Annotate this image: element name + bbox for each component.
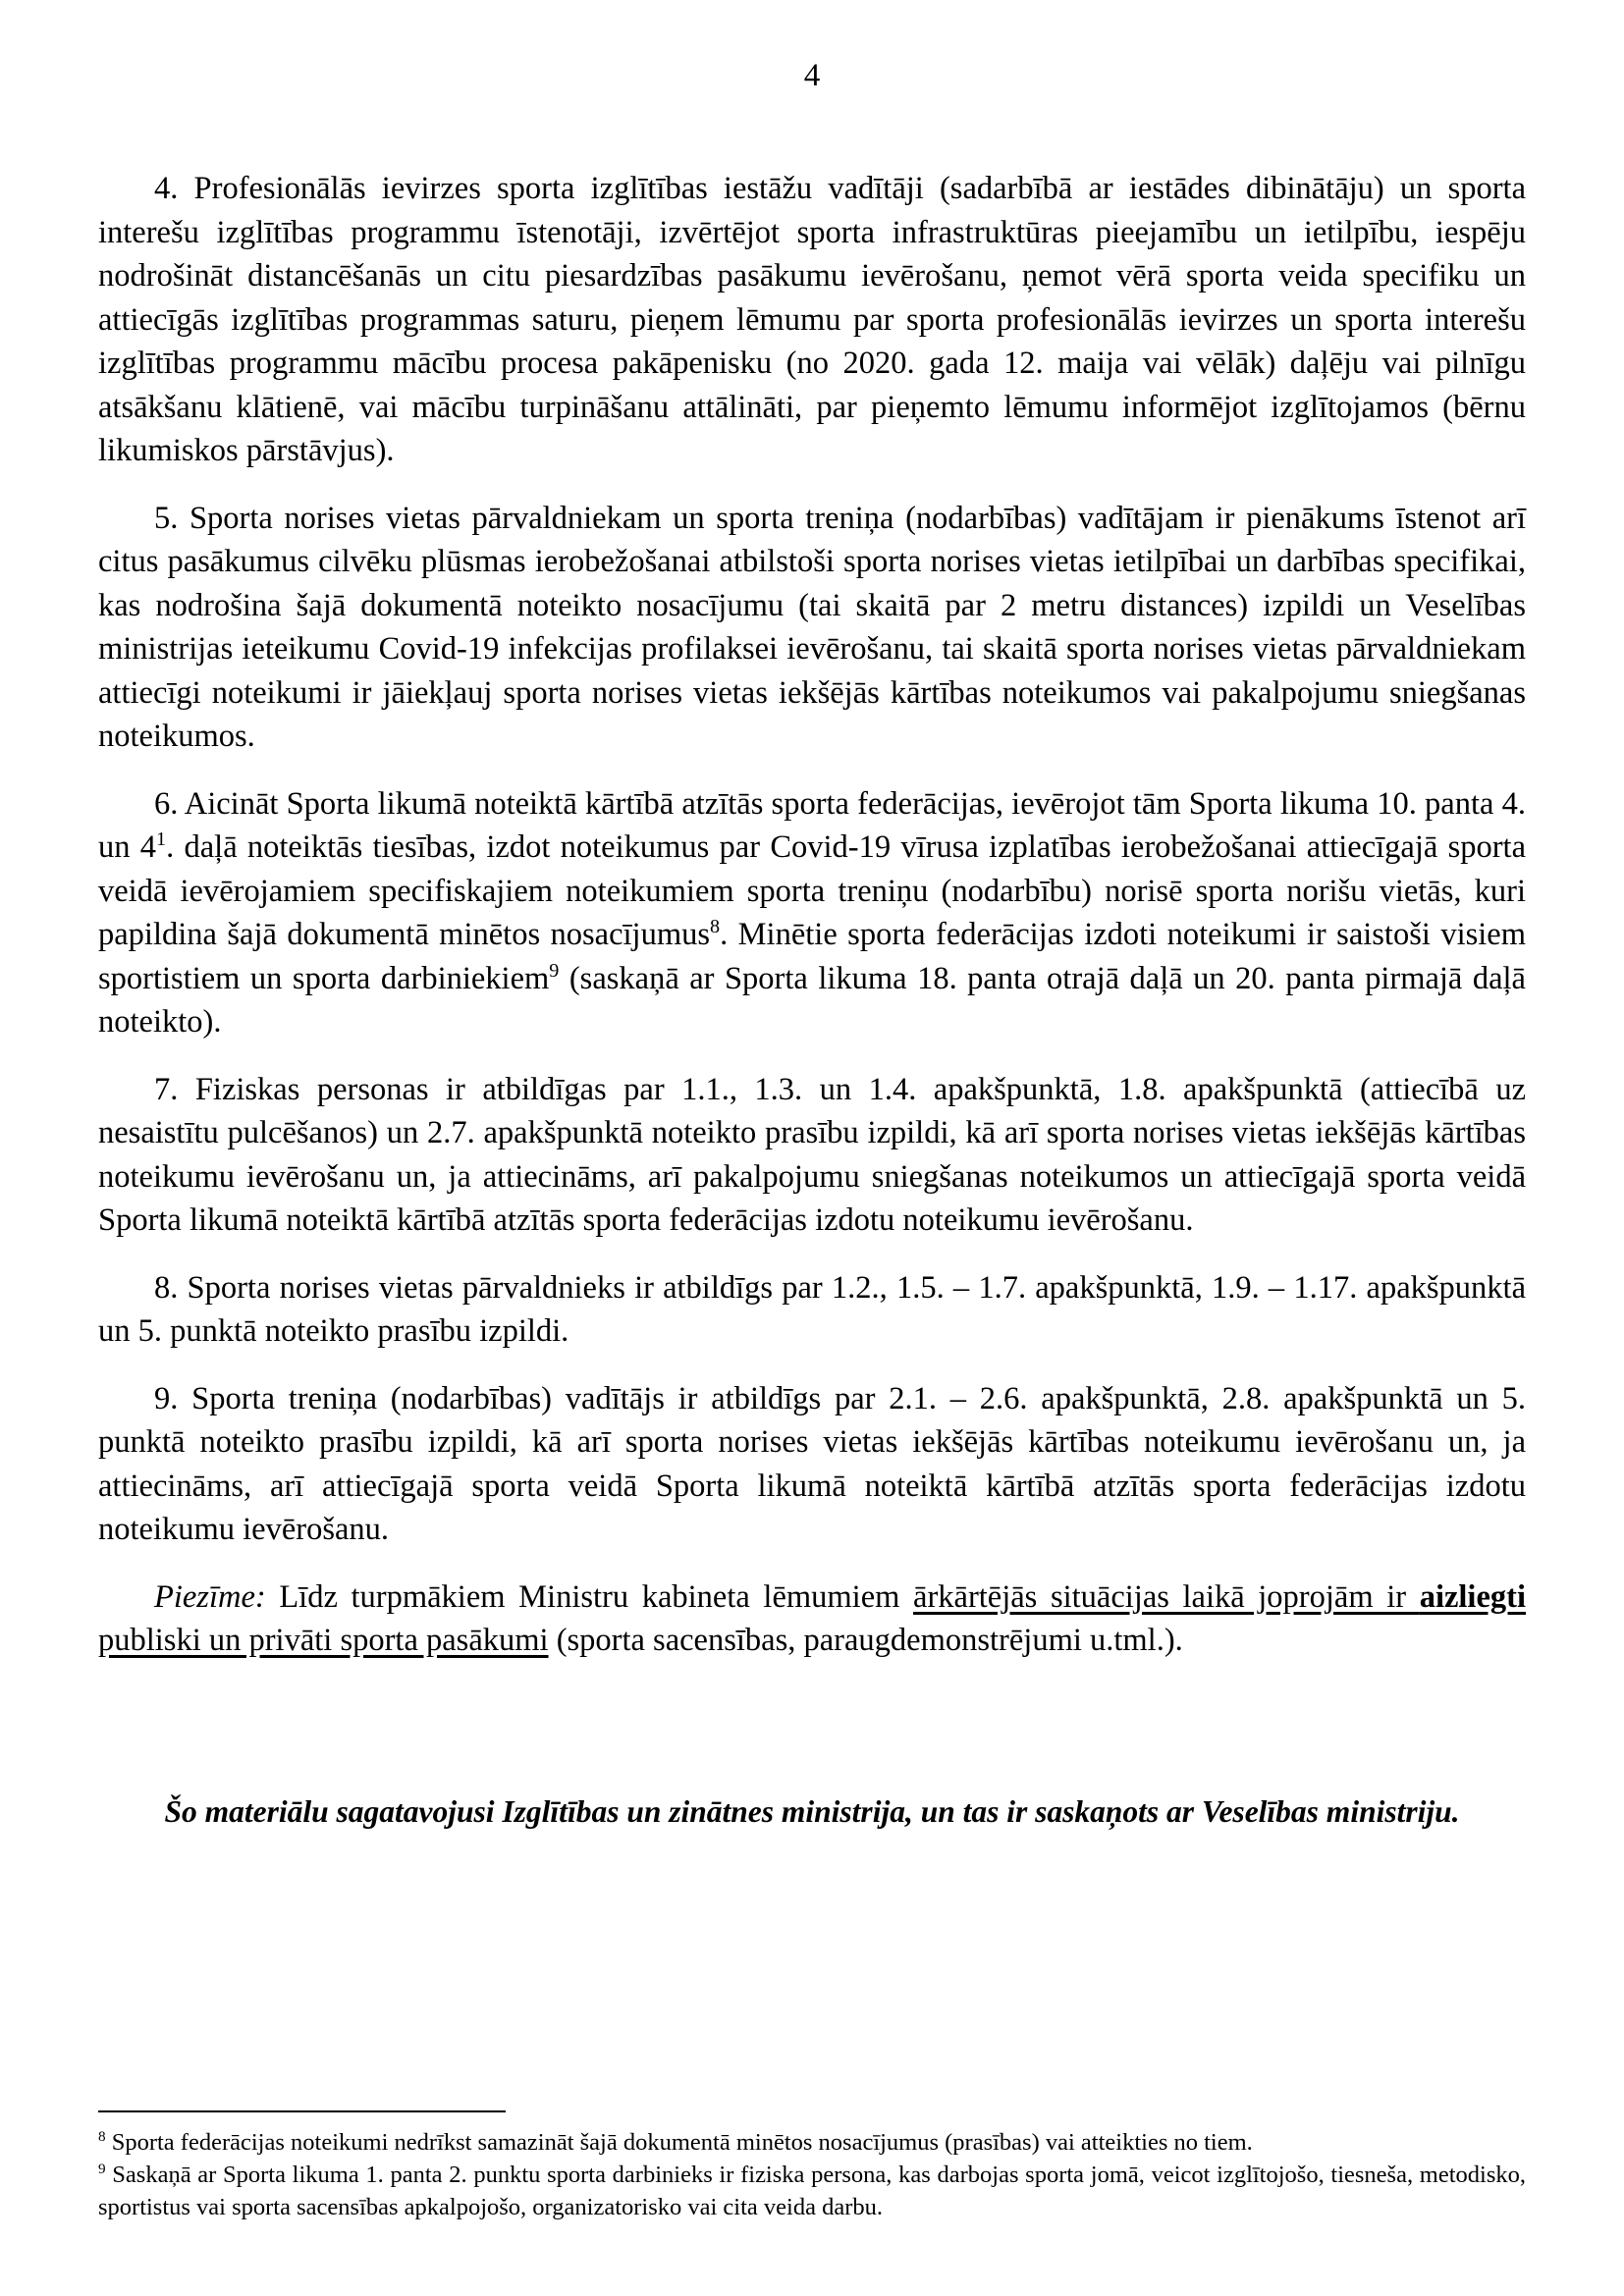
footnote-reference: 1 — [156, 828, 167, 851]
paragraph-item-4 — [98, 167, 1526, 473]
paragraph-item-7 — [98, 1068, 1526, 1243]
text-segment: (saskaņā ar Sporta likuma 18. panta otrajā daļā un 20. panta pirmajā daļā noteikto). — [98, 960, 1526, 1040]
footnote-separator — [98, 2110, 506, 2112]
text-segment: 4. Profesionālās ievirzes sporta izglītības iestāžu vadītāji (sadarbībā ar iestādes dibinātāju) un sporta interešu izglītības programmu īstenotāji, izvērtējot sporta infrastruktūras pieejamību un ietilpību, iespēju nodrošināt distancēšanās un citu piesardzības pasākumu ievērošanu, ņemot vērā sporta veida specifiku un attiecīgās izglītības programmas saturu, pieņem lēmumu par sporta profesionālās ievirzes un sporta interešu izglītības programmu mācību procesa pakāpenisku (no 2020. gada 12. maija vai vēlāk) daļēju vai pilnīgu atsākšanu klātienē, vai mācību turpināšanu attālināti, par pieņemto lēmumu informējot izglītojamos (bērnu likumiskos pārstāvjus). — [98, 171, 1526, 468]
footnote-reference: 8 — [710, 916, 721, 938]
text-segment: Piezīme: — [154, 1578, 266, 1615]
footnote-list — [98, 2126, 1526, 2223]
footnote-marker: 8 — [98, 2127, 106, 2145]
text-segment: 7. Fiziskas personas ir atbildīgas par 1.1., 1.3. un 1.4. apakšpunktā, 1.8. apakšpunktā (attiecībā uz nesaistītu pulcēšanos) un 2.7. apakšpunktā noteikto prasību izpildi, kā arī sporta norises vietas iekšējās kārtības noteikumu ievērošanu un, ja attiecināms, arī pakalpojumu sniegšanas noteikumos un attiecīgajā sporta veidā Sporta likumā noteiktā kārtībā atzītās sporta federācijas izdotu noteikumu ievērošanu. — [98, 1071, 1526, 1238]
paragraph-item-6 — [98, 782, 1526, 1044]
document-body — [98, 167, 1526, 1663]
page-number: 4 — [803, 58, 821, 93]
text-segment: . Minētie sporta federācijas izdoti noteikumi ir saistoši visiem sportistiem un sporta darbiniekiem — [98, 917, 1526, 996]
footnote-8: $^8$ Sporta federācijas noteikumi nedrīkst samazināt šajā dokumentā minētos nosacījumus (prasības) vai atteikties no tiem. — [98, 2127, 1253, 2156]
text-segment: 9. Sporta treniņa (nodarbības) vadītājs ir atbildīgs par 2.1. – 2.6. apakšpunktā, 2.8. apakšpunktā un 5. punktā noteikto prasību izpildi, kā arī sporta norises vietas iekšējās kārtības noteikumu ievērošanu un, ja attiecināms, arī attiecīgajā sporta veidā Sporta likumā noteiktā kārtībā atzītās sporta federācijas izdotu noteikumu ievērošanu. — [98, 1380, 1526, 1547]
paragraph-item-8 — [98, 1266, 1526, 1354]
footnote-9: $^9$ Saskaņā ar Sporta likuma 1. panta 2. punktu sporta darbinieks ir fiziska persona, kas darbojas sporta jomā, veicot izglītojošo, tiesneša, metodisko, sportistus vai sporta sacensības apkalpojošo, organizatorisko vai cita veida darbu. — [98, 2160, 1526, 2220]
text-segment: aizliegti — [1419, 1578, 1526, 1615]
text-segment: . daļā noteiktās tiesības, izdot noteikumus par Covid-19 vīrusa izplatības ierobežošanai attiecīgajā sporta veidā ievērojamiem specifiskajiem noteikumiem sporta treniņu (nodarbību) norisē sporta norišu vietās, kuri papildina šajā dokumentā minētos nosacījumus — [98, 829, 1527, 952]
text-segment: ārkārtējās situācijas laikā joprojām ir — [913, 1578, 1420, 1615]
text-segment: 5. Sporta norises vietas pārvaldniekam un sporta treniņa (nodarbības) vadītājam ir pienākums īstenot arī citus pasākumus cilvēku plūsmas ierobežošanai atbilstoši sporta norises vietas ietilpībai un darbības specifikai, kas nodrošina šajā dokumentā noteikto nosacījumu (tai skaitā par 2 metru distances) izpildi un Veselības ministrijas ieteikumu Covid-19 infekcijas profilaksei ievērošanu, tai skaitā sporta norises vietas pārvaldniekam attiecīgi noteikumi ir jāiekļauj sporta norises vietas iekšējās kārtības noteikumos vai pakalpojumu sniegšanas noteikumos. — [98, 500, 1526, 754]
text-segment: 8. Sporta norises vietas pārvaldnieks ir atbildīgs par 1.2., 1.5. – 1.7. apakšpunktā, 1.9. – 1.17. apakšpunktā un 5. punktā noteikto prasību izpildi. — [98, 1269, 1526, 1349]
footnote-marker: 9 — [98, 2160, 106, 2177]
text-segment: 6. Aicināt Sporta likumā noteiktā kārtībā atzītās sporta federācijas, ievērojot tām Sporta likuma 10. panta 4. un 4 — [98, 785, 1526, 865]
text-segment: publiski un privāti sporta pasākumi — [98, 1623, 549, 1658]
text-segment: Līdz turpmākiem Ministru kabineta lēmumiem — [265, 1578, 914, 1615]
attribution-line: Šo materiālu sagatavojusi Izglītības un zinātnes ministrija, un tas ir saskaņots ar Veselības ministriju. — [164, 1793, 1460, 1829]
paragraph-item-9 — [98, 1377, 1526, 1552]
text-segment: (sporta sacensības, paraugdemonstrējumi u.tml.). — [548, 1623, 1183, 1658]
paragraph-note — [98, 1575, 1526, 1663]
footnotes-section — [98, 2110, 1526, 2223]
footnote-reference: 9 — [549, 959, 560, 982]
paragraph-item-5 — [98, 497, 1526, 759]
